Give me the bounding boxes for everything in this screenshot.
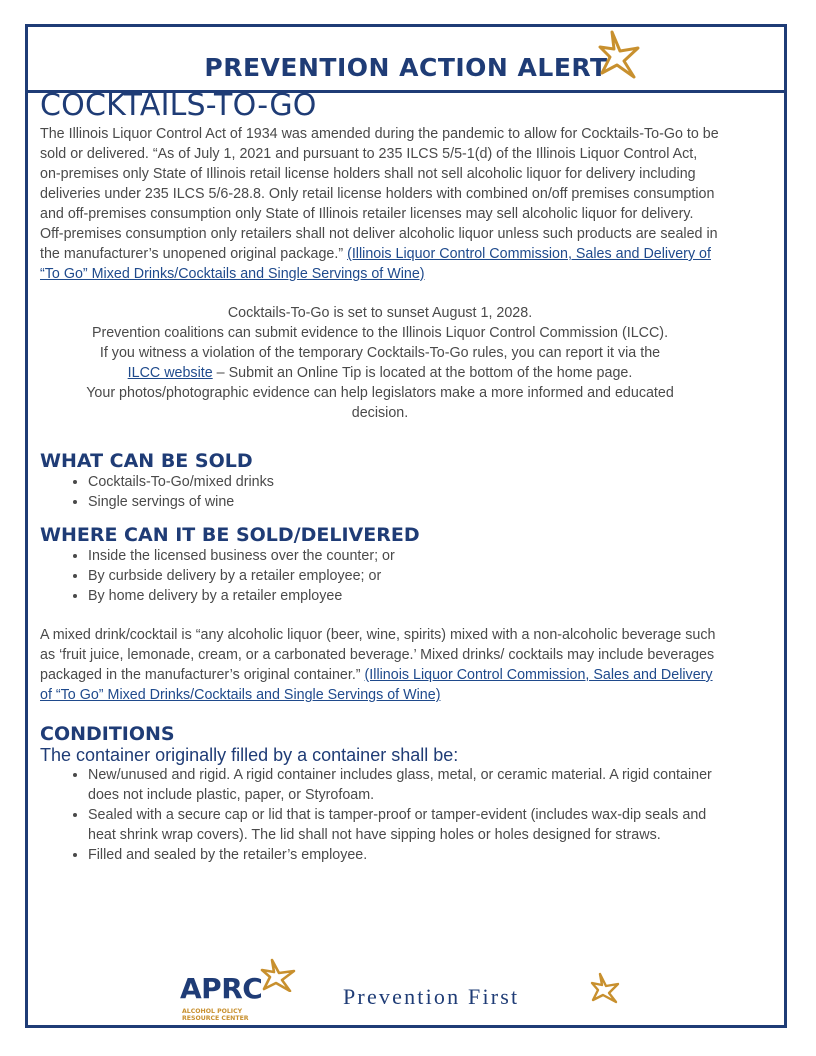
notice-line-3: If you witness a violation of the temporary Cocktails-To-Go rules, you can report it via the xyxy=(99,345,661,361)
list-item: • Single servings of wine xyxy=(88,492,720,512)
notice-line-5: Your photos/photographic evidence can help legislators make a more informed and educated decision. xyxy=(86,385,674,421)
ilcc-website-link[interactable]: ILCC website xyxy=(127,365,213,381)
intro-source-link[interactable]: (Illinois Liquor Control Commission, Sales and Delivery of “To Go” Mixed Drinks/Cocktails and Single Servings of Wine) xyxy=(40,246,711,282)
aprc-logo-subtitle: ALCOHOL POLICY RESOURCE CENTER xyxy=(182,1008,249,1022)
conditions-heading: CONDITIONS xyxy=(40,723,175,745)
list-item: • By home delivery by a retailer employee xyxy=(88,586,720,606)
notice-line-4 xyxy=(40,363,720,383)
main-content xyxy=(40,90,720,865)
definition-text: A mixed drink/cocktail is “any alcoholic liquor (beer, wine, spirits) mixed with a non-alcoholic beverage such as ‘fruit juice, lemonade, cream, or a carbonated beverage.’ Mixed drinks/ cocktails may include beverages packaged in the manufacturer’s original container.” xyxy=(40,627,716,683)
star-icon xyxy=(590,972,620,1004)
star-icon xyxy=(260,958,296,992)
list-item: • Cocktails-To-Go/mixed drinks xyxy=(88,472,720,492)
conditions-subheading: The container originally filled by a container shall be: xyxy=(40,745,459,765)
aprc-logo-text: APRC xyxy=(180,972,263,1005)
list-item: • New/unused and rigid. A rigid container includes glass, metal, or ceramic material. A rigid container does not include plastic, paper, or Styrofoam. xyxy=(88,765,720,805)
notice-line-1: Cocktails-To-Go is set to sunset August 1, 2028. xyxy=(227,305,533,321)
prevention-first-logo-text: Prevention First xyxy=(343,984,520,1009)
conditions-list xyxy=(40,765,720,865)
intro-text: The Illinois Liquor Control Act of 1934 was amended during the pandemic to allow for Cocktails-To-Go to be sold or delivered. “As of July 1, 2021 and pursuant to 235 ILCS 5/5-1(d) of the Illinois Liquor Control Act, on-premises only State of Illinois retail license holders shall not sell alcoholic liquor for delivery including deliveries under 235 ILCS 5/6-28.8. Only retail license holders with combined on/off premises consumption and off-premises consumption only State of Illinois retailer licenses may sell alcoholic liquor for delivery. Off-premises consumption only retailers shall not deliver alcoholic liquor unless such products are sealed in the manufacturer’s unopened original package.” xyxy=(40,126,719,262)
definition-paragraph xyxy=(40,625,720,705)
list-item: • Inside the licensed business over the counter; or xyxy=(88,546,720,566)
sold-heading: WHAT CAN BE SOLD xyxy=(40,450,253,472)
footer-logos xyxy=(180,958,620,1026)
list-item: • Filled and sealed by the retailer’s employee. xyxy=(88,845,720,865)
notice-block xyxy=(40,303,720,423)
where-list xyxy=(40,546,720,606)
intro-paragraph xyxy=(40,124,720,284)
notice-line-2: Prevention coalitions can submit evidence to the Illinois Liquor Control Commission (ILCC). xyxy=(91,325,669,341)
sold-list xyxy=(40,472,720,512)
header-banner xyxy=(28,27,784,93)
star-icon xyxy=(598,29,640,79)
definition-source-link[interactable]: (Illinois Liquor Control Commission, Sales and Delivery of “To Go” Mixed Drinks/Cocktails and Single Servings of Wine) xyxy=(40,667,713,703)
header-title: PREVENTION ACTION ALERT xyxy=(204,53,608,82)
notice-line-4-rest: – Submit an Online Tip is located at the bottom of the home page. xyxy=(212,365,633,381)
where-heading: WHERE CAN IT BE SOLD/DELIVERED xyxy=(40,524,420,546)
list-item: • Sealed with a secure cap or lid that is tamper-proof or tamper-evident (includes wax-dip seals and heat shrink wrap covers). The lid shall not have sipping holes or holes designed for straws. xyxy=(88,805,720,845)
list-item: • By curbside delivery by a retailer employee; or xyxy=(88,566,720,586)
page-title: COCKTAILS-TO-GO xyxy=(40,88,317,123)
